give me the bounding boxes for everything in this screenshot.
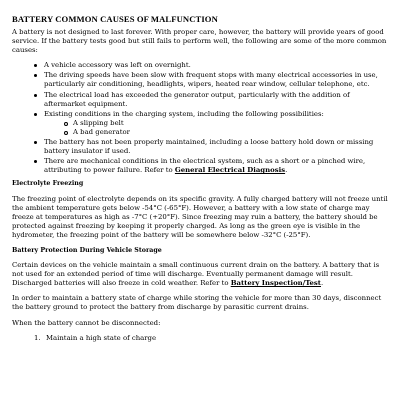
causes-list [12, 61, 388, 175]
vehicle-storage-text: Certain devices on the vehicle maintain a small continuous current drain on the battery. A battery that is not used for an extended period of time will discharge. Eventually permanent damage will result. Discharged batteries will also freeze in cold weather. Refer to [12, 261, 380, 288]
list-item [34, 110, 388, 137]
charging-conditions-list [44, 119, 388, 137]
step-text: Maintain a high state of charge [46, 333, 157, 342]
general-electrical-diagnosis-link[interactable]: General Electrical Diagnosis [174, 166, 286, 175]
list-item: The battery has not been properly maintained, including a loose battery hold down or missing battery insulator if used. [34, 138, 388, 156]
link-suffix: . [321, 279, 324, 288]
mechanical-conditions-text: There are mechanical conditions in the electrical system, such as a short or a pinched wire, attributing to power failure. Refer to [44, 157, 366, 175]
electrolyte-freezing-heading: Electrolyte Freezing [12, 180, 84, 188]
vehicle-storage-paragraph [12, 261, 388, 288]
link-suffix: . [285, 166, 288, 175]
list-item [34, 334, 388, 343]
vehicle-storage-heading: Battery Protection During Vehicle Storage [12, 246, 162, 254]
charging-system-text: Existing conditions in the charging system, including the following possibilities: [44, 109, 324, 118]
list-item: A vehicle accessory was left on overnight. [34, 61, 388, 70]
step-number: 1. [34, 333, 41, 342]
electrolyte-freezing-paragraph: The freezing point of electrolyte depends on its specific gravity. A fully charged battery will not freeze until the ambient temperature gets below -54°C (-65°F). However, a battery with a low state of charge may freeze at temperatures as high as -7°C (+20°F). Since freezing may ruin a battery, the battery should be protected against freezing by keeping it properly charged. As long as the green eye is visible in the hydrometer, the freezing point of the battery will be somewhere below -32°C (-25°F). [12, 194, 388, 239]
storage-steps-list [12, 334, 388, 343]
list-item: A slipping belt [64, 119, 388, 128]
list-item: The electrical load has exceeded the generator output, particularly with the addition of aftermarket equipment. [34, 91, 388, 109]
list-item [34, 157, 388, 175]
battery-inspection-test-link[interactable]: Battery Inspection/Test [230, 279, 321, 288]
page-title: BATTERY COMMON CAUSES OF MALFUNCTION [12, 14, 218, 24]
storage-instructions-paragraph: In order to maintain a battery state of charge while storing the vehicle for more than 30 days, disconnect the battery ground to protect the battery from discharge by parasitic current drains. [12, 294, 382, 312]
cannot-disconnect-paragraph: When the battery cannot be disconnected: [12, 318, 161, 327]
list-item: The driving speeds have been slow with frequent stops with many electrical accessories in use, particularly air conditioning, headlights, wipers, heated rear window, cellular telephone, etc. [34, 71, 388, 89]
list-item: A bad generator [64, 128, 388, 137]
intro-paragraph: A battery is not designed to last forever. With proper care, however, the battery will provide years of good service. If the battery tests good but still fails to perform well, the following are some of the more common causes: [12, 28, 387, 55]
